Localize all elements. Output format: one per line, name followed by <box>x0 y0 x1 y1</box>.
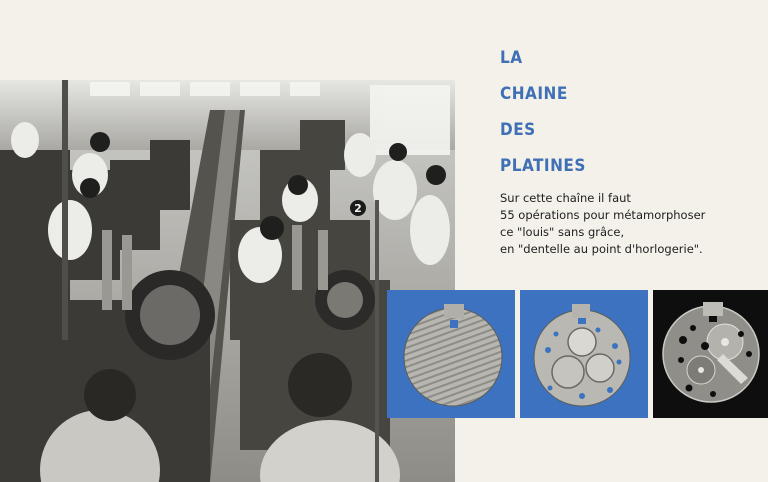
caption-line: 55 opérations pour métamorphoser <box>500 208 706 222</box>
caption-line: ce "louis" sans grâce, <box>500 225 625 239</box>
plate-stages <box>387 290 768 418</box>
stage-finished <box>653 290 768 418</box>
title-line: DES <box>500 120 536 140</box>
raw-blank-plate-icon <box>387 290 515 418</box>
machine-number-badge: 2 <box>354 202 362 215</box>
title-line: PLATINES <box>500 156 586 176</box>
perforated-plate-icon <box>520 290 648 418</box>
stage-raw-blank <box>387 290 515 418</box>
stage-perforated <box>520 290 648 418</box>
title-line: CHAINE <box>500 84 568 104</box>
title-line: LA <box>500 48 523 68</box>
page-title <box>500 40 586 184</box>
factory-photo <box>0 80 455 482</box>
factory-photo-illustration <box>0 80 455 482</box>
caption-line: Sur cette chaîne il faut <box>500 191 631 205</box>
finished-movement-plate-icon <box>653 290 768 418</box>
caption-text <box>500 190 762 258</box>
caption-line: en "dentelle au point d'horlogerie". <box>500 242 703 256</box>
